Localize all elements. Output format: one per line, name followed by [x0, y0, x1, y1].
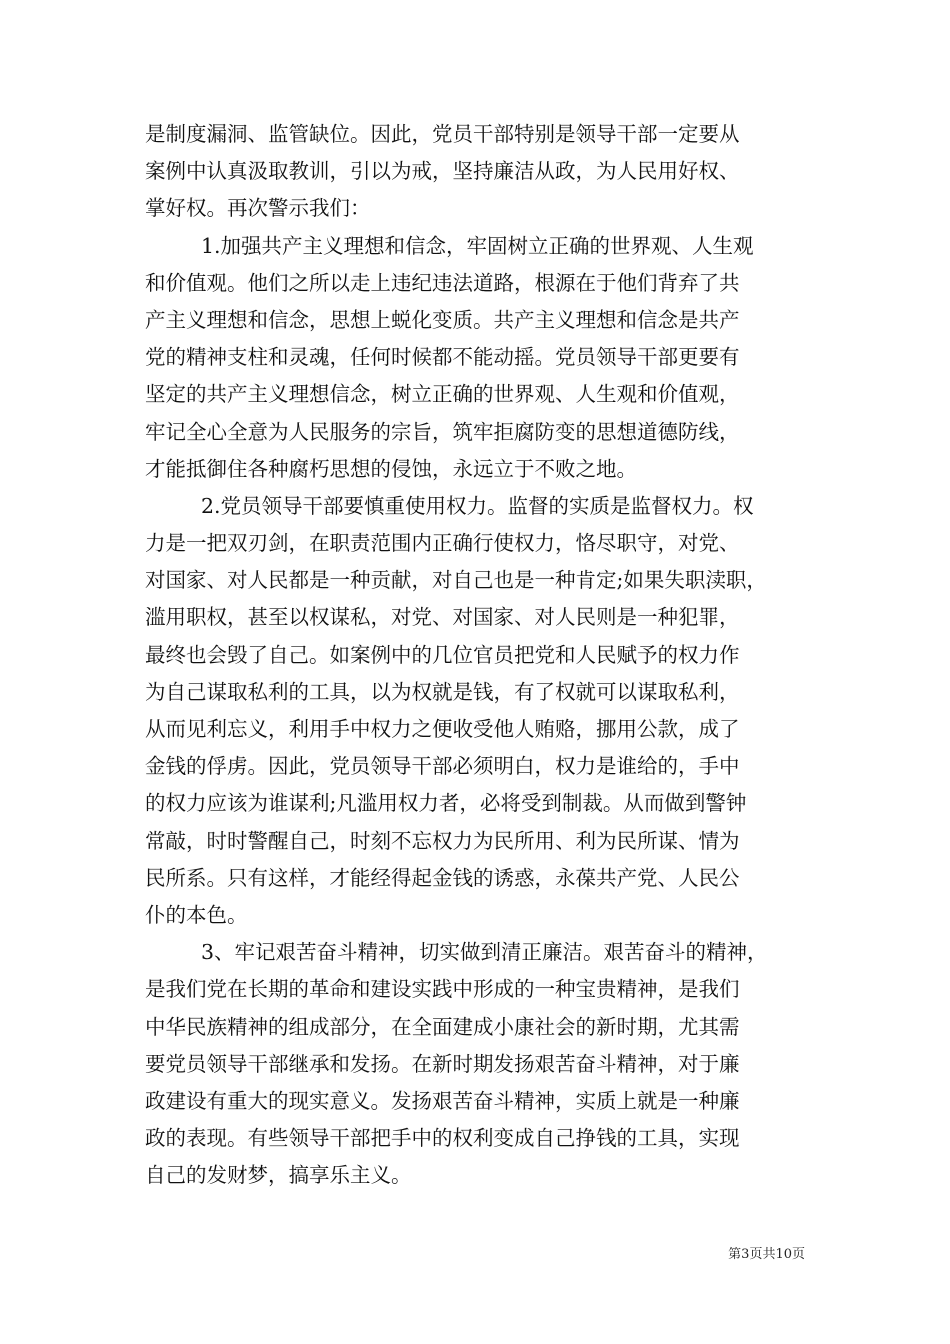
text-line: 从而见利忘义，利用手中权力之便收受他人贿赂，挪用公款，成了 [145, 717, 740, 741]
text-line: 自己的发财梦，搞享乐主义。 [145, 1163, 412, 1188]
text-line: 3、牢记艰苦奋斗精神，切实做到清正廉洁。艰苦奋斗的精神， [201, 940, 768, 965]
text-line: 1.加强共产主义理想和信念，牢固树立正确的世界观、人生观 [201, 233, 754, 258]
text-line: 产主义理想和信念，思想上蜕化变质。共产主义理想和信念是共产 [145, 307, 740, 332]
text-line: 仆的本色。 [145, 902, 248, 927]
text-line: 政建设有重大的现实意义。发扬艰苦奋斗精神，实质上就是一种廉 [145, 1088, 740, 1113]
text-line: 力是一把双刃剑，在职责范围内正确行使权力，恪尽职守，对党、 [145, 531, 740, 556]
text-line: 中华民族精神的组成部分，在全面建成小康社会的新时期，尤其需 [145, 1014, 740, 1039]
text-line: 才能抵御住各种腐朽思想的侵蚀，永远立于不败之地。 [145, 456, 637, 481]
text-line: 常敲，时时警醒自己，时刻不忘权力为民所用、利为民所谋、情为 [145, 828, 740, 853]
text-line: 2.党员领导干部要慎重使用权力。监督的实质是监督权力。权 [201, 493, 754, 518]
text-line: 的权力应该为谁谋利;凡滥用权力者，必将受到制裁。从而做到警钟 [145, 791, 747, 816]
text-line: 党的精神支柱和灵魂，任何时候都不能动摇。党员领导干部更要有 [145, 345, 740, 370]
text-line: 对国家、对人民都是一种贡献，对自己也是一种肯定;如果失职渎职， [145, 568, 767, 593]
text-line: 政的表现。有些领导干部把手中的权利变成自己挣钱的工具，实现 [145, 1126, 740, 1151]
text-line: 民所系。只有这样，才能经得起金钱的诱惑，永葆共产党、人民公 [145, 865, 740, 890]
text-line: 是制度漏洞、监管缺位。因此，党员干部特别是领导干部一定要从 [145, 122, 740, 146]
document-body [145, 116, 817, 1194]
text-line: 是我们党在长期的革命和建设实践中形成的一种宝贵精神，是我们 [145, 977, 740, 1002]
page-number: 第3页共10页 [728, 1247, 805, 1262]
text-line: 为自己谋取私利的工具，以为权就是钱，有了权就可以谋取私利， [145, 679, 740, 704]
text-line: 和价值观。他们之所以走上违纪违法道路，根源在于他们背弃了共 [145, 270, 740, 295]
text-line: 金钱的俘虏。因此，党员领导干部必须明白，权力是谁给的，手中 [145, 754, 740, 779]
text-line: 案例中认真汲取教训，引以为戒，坚持廉洁从政，为人民用好权、 [145, 159, 740, 184]
text-line: 掌好权。再次警示我们： [145, 196, 371, 221]
text-line: 滥用职权，甚至以权谋私，对党、对国家、对人民则是一种犯罪， [145, 605, 740, 630]
text-line: 坚定的共产主义理想信念，树立正确的世界观、人生观和价值观， [145, 382, 740, 407]
text-line: 要党员领导干部继承和发扬。在新时期发扬艰苦奋斗精神，对于廉 [145, 1051, 740, 1076]
text-line: 最终也会毁了自己。如案例中的几位官员把党和人民赋予的权力作 [145, 642, 740, 667]
text-line: 牢记全心全意为人民服务的宗旨，筑牢拒腐防变的思想道德防线， [145, 419, 740, 444]
